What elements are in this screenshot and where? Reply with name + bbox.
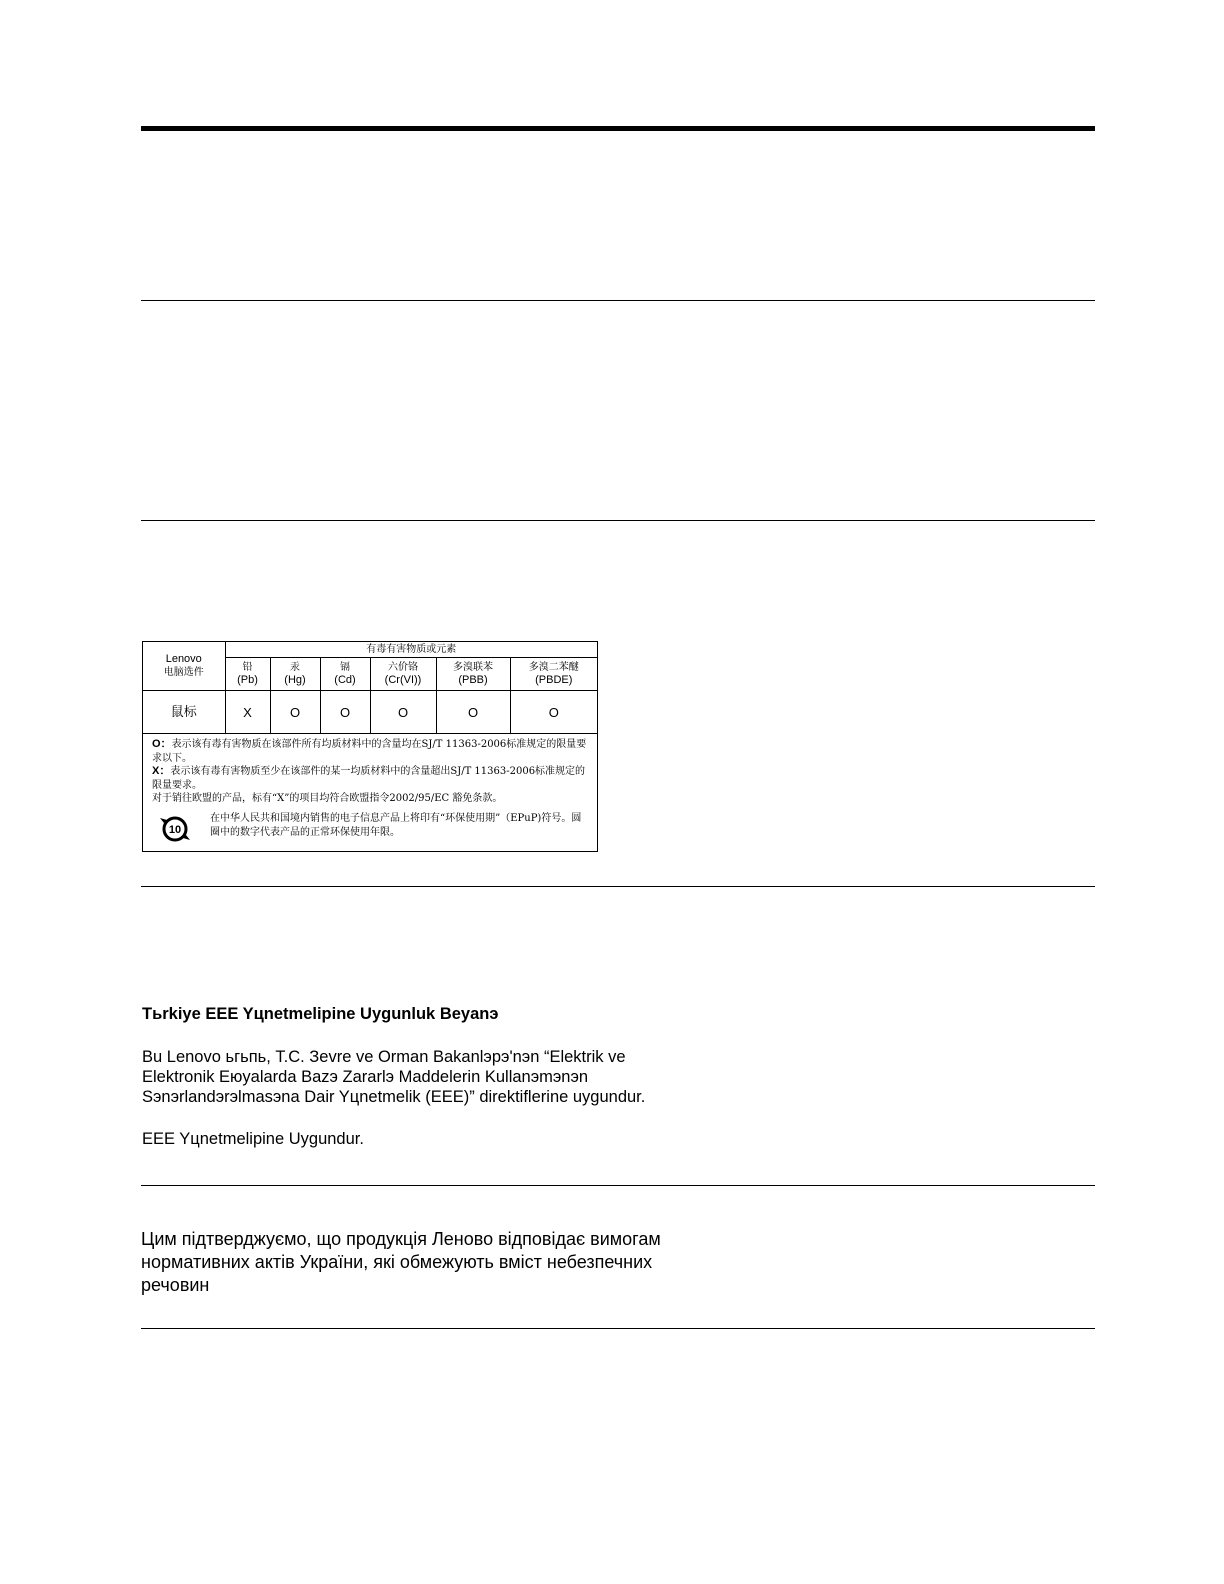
top-thick-rule [141,126,1095,131]
table-row [143,691,597,734]
table-cell: O [510,691,597,734]
row-label: 鼠标 [143,691,225,734]
note-o: O：表示该有毒有害物质在该部件所有均质材料中的含量均在SJ/T 11363-2006标准规定的限量要求以下。 [152,738,587,764]
product-header-cn: 电脑选件 [163,667,204,678]
epup-text: 在中华人民共和国境内销售的电子信息产品上将印有“环保使用期”（EPuP)符号。圆圈中的数字代表产品的正常环保使用年限。 [210,812,582,838]
column-header: 镉 (Cd) [320,658,370,691]
column-header: 多溴二苯醚 (PBDE) [510,658,597,691]
epup-note [152,812,588,844]
turkey-body: Bu Lenovo ьгьпь, T.C. Зevre ve Orman Bakanlэрэ'nэn “Elektrik ve Elektronik Eюyalarda Bazэ Zararlэ Maddelerin Kullanэmэnэn Sэnэrlandэrэlmasэna Dair Yцnetmelik (EEE)” direktiflerine uygundur. [142,1048,646,1106]
epup-number: 10 [168,823,182,836]
section-divider [141,520,1095,521]
substance-table [143,642,597,734]
note-x: X：表示该有毒有害物质至少在该部件的某一均质材料中的含量超出SJ/T 11363-2006标准规定的限量要求。 [152,765,586,791]
column-header: 多溴联苯 (PBB) [436,658,510,691]
table-cell: O [436,691,510,734]
column-header: 六价铬 (Cr(VI)) [370,658,436,691]
column-header: 铅 (Pb) [225,658,270,691]
column-header: 汞 (Hg) [270,658,320,691]
table-notes [143,734,597,844]
note-eu: 对于销往欧盟的产品，标有“X”的项目均符合欧盟指令2002/95/EC 豁免条款。 [152,793,503,804]
section-divider [141,886,1095,887]
product-header-en: Lenovo [165,653,202,665]
turkey-title: Tьrkiye EEE Yцnetmelipine Uygunluk Beyanэ [142,1005,499,1023]
product-header-cell [143,642,225,691]
section-divider [141,1328,1095,1329]
section-divider [141,1185,1095,1186]
table-cell: X [225,691,270,734]
section-divider [141,300,1095,301]
ukraine-statement: Цим підтверджуємо, що продукція Леново відповідає вимогам нормативних актів України, які обмежують вміст небезпечних речовин [141,1229,661,1295]
table-cell: O [370,691,436,734]
rohs-table [142,641,598,852]
table-cell: O [320,691,370,734]
turkey-footer: EEE Yцnetmelipine Uygundur. [142,1130,364,1148]
substance-group-header: 有毒有害物质或元素 [225,642,597,658]
epup-10-icon [158,814,192,844]
table-cell: O [270,691,320,734]
